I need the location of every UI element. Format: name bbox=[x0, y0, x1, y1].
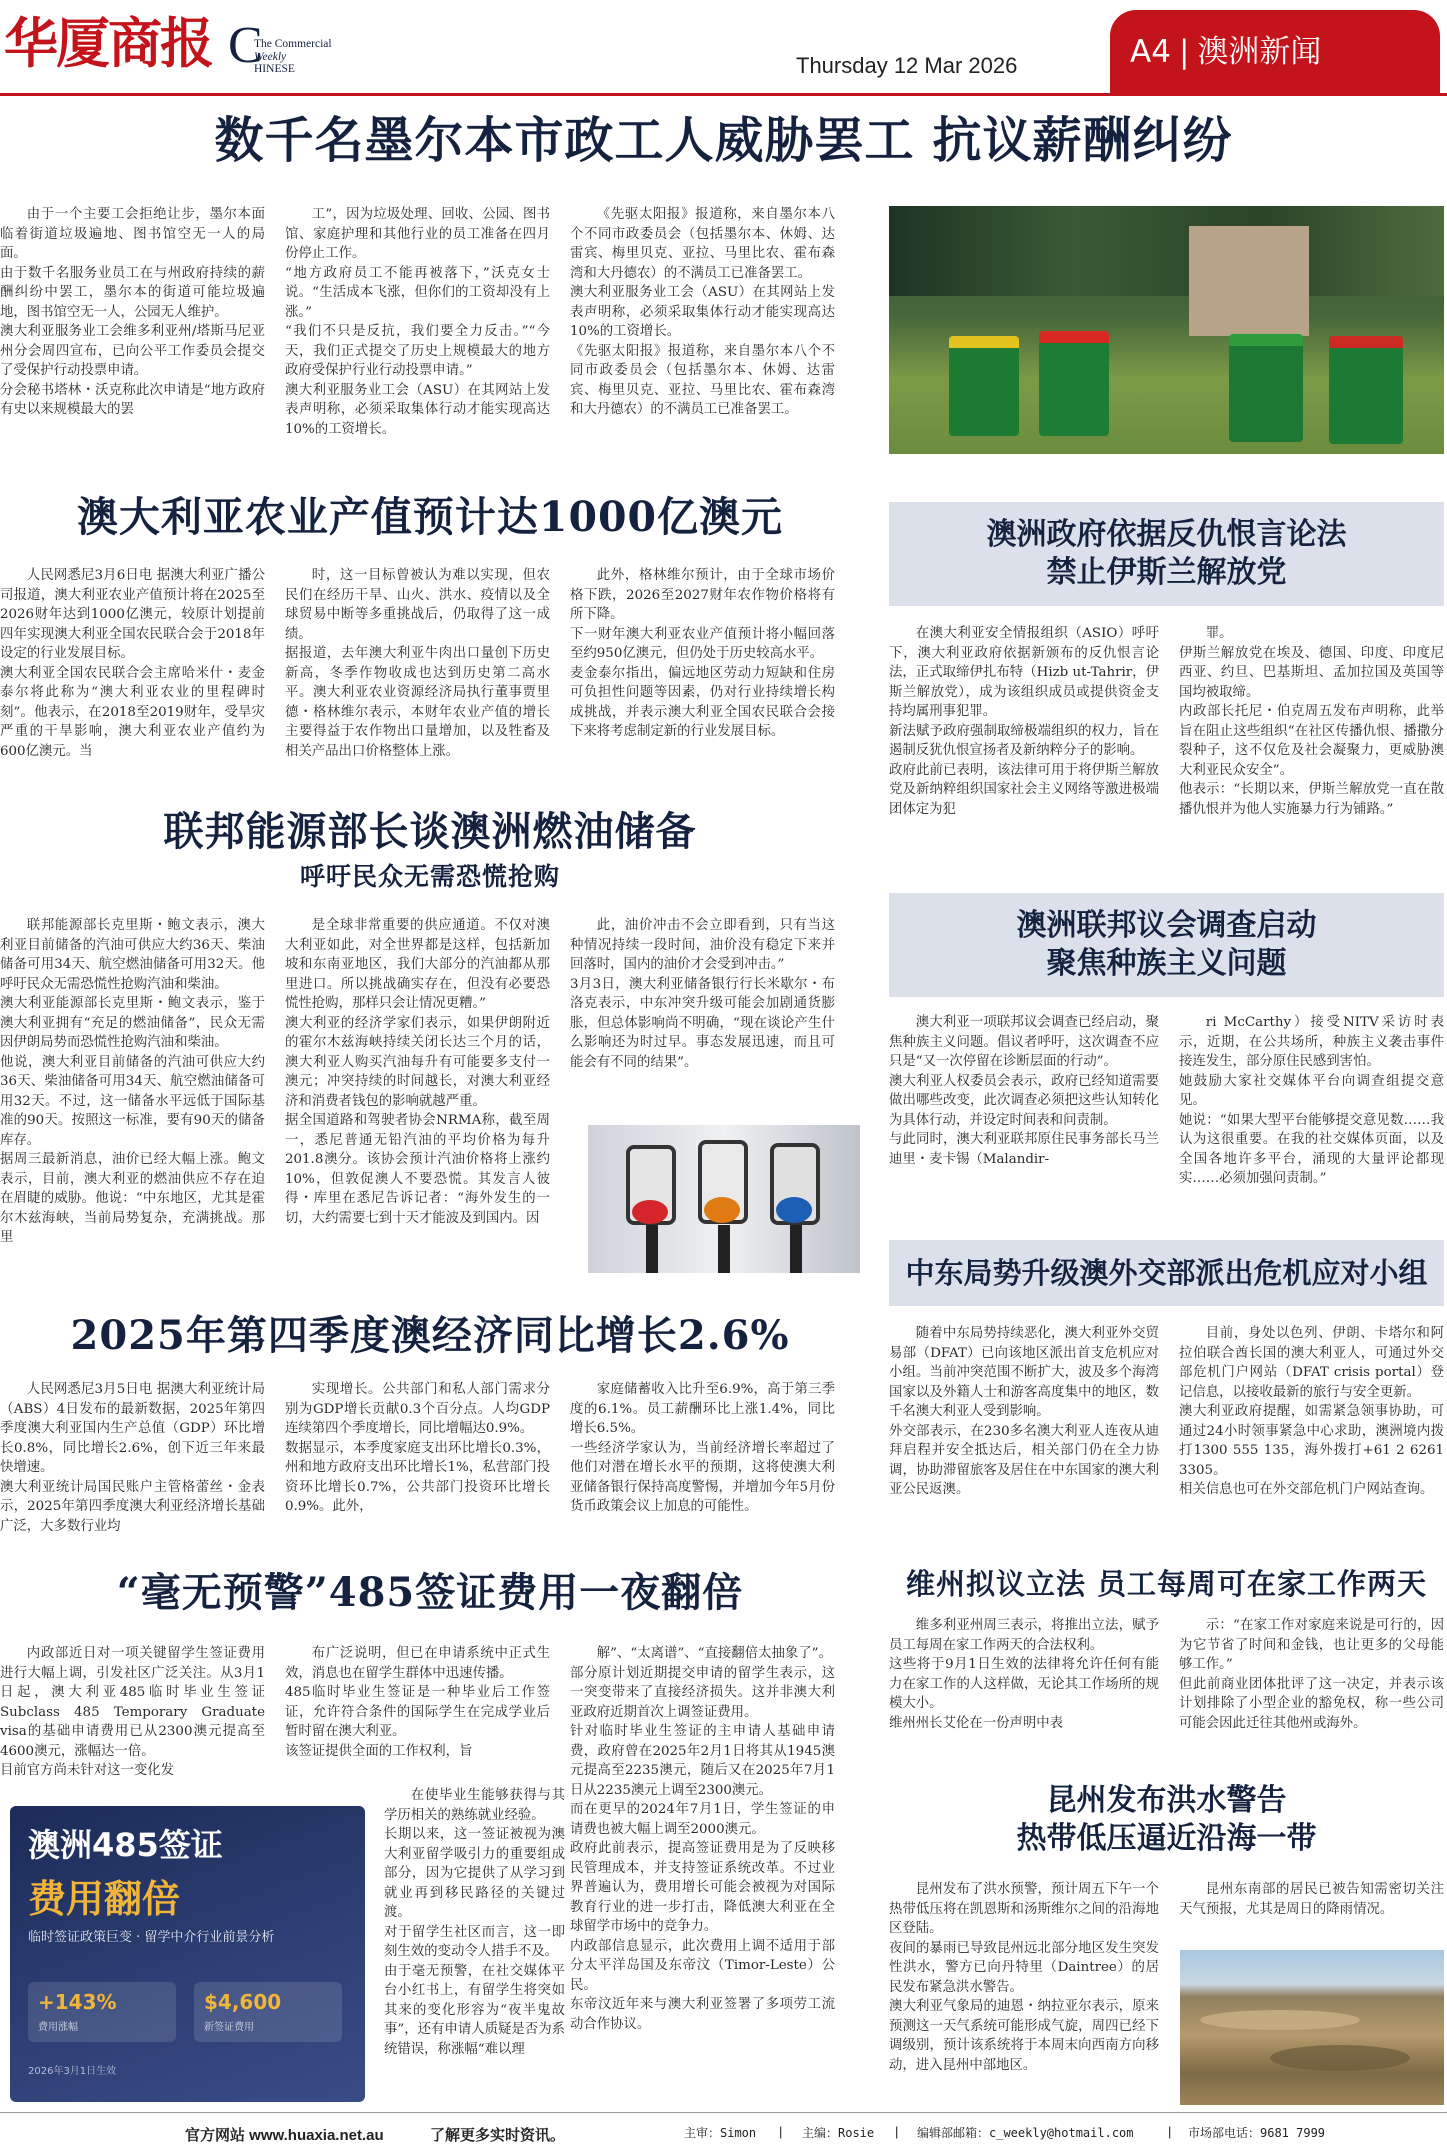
sidebar-headline-racism-inquiry: 澳洲联邦议会调查启动 聚焦种族主义问题 bbox=[889, 893, 1444, 997]
footer-editor: 主审：Simon bbox=[684, 2126, 757, 2140]
sidebar-body-middle-east-col2: 目前，身处以色列、伊朗、卡塔尔和阿拉伯联合酋长国的澳大利亚人，可通过外交部危机门户网站（DFAT crisis portal）登记信息，以接收最新的旅行与安全更新。 澳大利亚政府提醒，如需紧急领事协助，可通过24小时领事紧急中心求助，澳洲境内拨打1300 555 135，海外拨打+61 2 6261 3305。 相关信息也可在外交部危机门户网站查询。 bbox=[1179, 1326, 1444, 1497]
sidebar-body-hate-speech-col1: 在澳大利亚安全情报组织（ASIO）呼吁下，澳大利亚政府依据新颁布的反仇恨言论法，正式取缔伊扎布特（Hizb ut-Tahrir，伊斯兰解放党），成为该组织成员或提供资金支持均属刑事犯罪。 新法赋予政府强制取缔极端组织的权力，旨在遏制反犹仇恨宣扬者及新纳粹分子的影响。 政府此前已表明，该法律可用于将伊斯兰解放党及新纳粹组织国家社会主义网络等激进极端团体定为犯 bbox=[889, 626, 1159, 817]
article-headline-agriculture: 澳大利亚农业产值预计达1000亿澳元 bbox=[76, 493, 784, 541]
promo-stat-card-1 bbox=[28, 1982, 176, 2042]
logo-c: C bbox=[228, 17, 263, 74]
article-headline-fuel: 联邦能源部长谈澳洲燃油储备 bbox=[163, 808, 697, 855]
sidebar-headline-flood: 昆州发布洪水警告 热带低压逼近沿海一带 bbox=[1016, 1783, 1317, 1856]
article-body-fuel-col3: 此，油价冲击不会立即看到，只有当这种情况持续一段时间，油价没有稳定下来并回落时，国内的油价才会受到冲击。” 3月3日，澳大利亚储备银行行长米歇尔・布洛克表示，中东冲突升级可能会加剧通货膨胀，但总体影响尚不明确，“现在谈论产生什么影响还为时过早。事态发展迅速，而且可能会有不同的结果”。 bbox=[570, 918, 835, 1070]
sidebar-headline-wfh: 维州拟议立法 员工每周可在家工作两天 bbox=[905, 1567, 1428, 1601]
promo-stat-1: +143% bbox=[38, 1990, 117, 2014]
article-body-gdp-col2: 实现增长。公共部门和私人部门需求分别为GDP增长贡献0.3个百分点。人均GDP连续第四个季度增长，同比增幅达0.9%。 数据显示，本季度家庭支出环比增长0.3%，州和地方政府支出环比增长1%，私营部门投资环比增长0.7%，公共部门投资环比增长0.9%。此外， bbox=[285, 1382, 550, 1514]
masthead-rule bbox=[0, 93, 1447, 96]
promo-stat-2: $4,600 bbox=[204, 1990, 282, 2014]
article-body-agriculture-col1: 人民网悉尼3月6日电 据澳大利亚广播公司报道，澳大利亚农业产值预计将在2025至2026财年达到1000亿澳元，较原计划提前四年实现澳大利亚全国农民联合会于2018年设定的行业发展目标。 澳大利亚全国农民联合会主席哈米什・麦金泰尔将此称为“澳大利亚农业的里程碑时刻”。他表示，在2018至2019财年，受旱灾严重的干旱影响，澳大利亚农业产值约为600亿澳元。当 bbox=[0, 568, 265, 759]
promo-date: 2026年3月1日生效 bbox=[28, 2066, 117, 2077]
sidebar-body-flood-col1: 昆州发布了洪水预警，预计周五下午一个热带低压将在凯恩斯和汤斯维尔之间的沿海地区登陆。 夜间的暴雨已导致昆州远北部分地区发生突发性洪水，警方已向丹特里（Daintree）的居民发布紧急洪水警告。 澳大利亚气象局的迪恩・纳拉亚尔表示，原来预测这一天气系统可能形成气旋，周四已经下调级别，预计该系统将于本周末向西南方向移动，进入昆州中部地区。 bbox=[889, 1882, 1159, 2073]
promo-visa-graphic bbox=[10, 1806, 365, 2102]
article-headline-gdp: 2025年第四季度澳经济同比增长2.6% bbox=[70, 1312, 790, 1359]
logo-chinese: 华厦商报 bbox=[4, 11, 212, 75]
sidebar-body-wfh-col2: 示：“在家工作对家庭来说是可行的，因为它节省了时间和金钱，也让更多的父母能够工作。” 但此前商业团体批评了这一决定，并表示该计划排除了小型企业的豁免权，称一些公司可能会因此迁往其他州或海外。 bbox=[1179, 1618, 1444, 1731]
article-body-agriculture-col3: 此外，格林维尔预计，由于全球市场价格下跌，2026至2027财年农作物价格将有所下降。 下一财年澳大利亚农业产值预计将小幅回落至约950亿澳元，但仍处于历史较高水平。 麦金泰尔指出，偏远地区劳动力短缺和住房可负担性问题等因素，仍对行业持续增长构成挑战，并表示澳大利亚全国农民联合会接下来将考虑制定新的行业发展目标。 bbox=[570, 568, 835, 739]
sidebar-body-wfh-col1: 维多利亚州周三表示，将推出立法，赋予员工每周在家工作两天的合法权利。 这些将于9月1日生效的法律将允许任何有能力在家工作的人这样做，无论其工作场所的规模大小。 维州州长艾伦在一份声明中表 bbox=[889, 1618, 1159, 1731]
promo-title-2: 费用翻倍 bbox=[28, 1877, 181, 1921]
article-body-visa-col3: 解”、“太离谱”、“直接翻倍太抽象了”。 部分原计划近期提交申请的留学生表示，这一突变带来了直接经济损失。这并非澳大利亚政府近期首次上调签证费用。 针对临时毕业生签证的主申请人基础申请费，政府曾在2025年2月1日将其从1945澳元提高至2235澳元，随后又在2025年7月1日从2235澳元上调至2300澳元。 而在更早的2024年7月1日，学生签证的申请费也被大幅上调至2000澳元。 政府此前表示，提高签证费用是为了反映移民管理成本，并支持签证系统改革。不过业界普遍认为，费用增长可能会被视为对国际教育行业的进一步打击，降低澳大利亚在全球留学市场中的竞争力。 内政部信息显示，此次费用上调不适用于部分太平洋岛国及东帝汶（Timor-Leste）公民。 东帝汶近年来与澳大利亚签署了多项劳工流动合作协议。 bbox=[570, 1646, 835, 2032]
promo-subtitle: 临时签证政策巨变 · 留学中介行业前景分析 bbox=[28, 1930, 275, 1945]
section-name: 澳洲新闻 bbox=[1197, 34, 1322, 70]
footer-sep-1: | bbox=[779, 2124, 783, 2139]
photo-fuel-pumps bbox=[588, 1125, 860, 1273]
article-body-fuel-col2: 是全球非常重要的供应通道。不仅对澳大利亚如此，对全世界都是这样，包括新加坡和东南亚地区，我们大部分的汽油都从那里进口。所以挑战确实存在，但没有必要恐慌性抢购，那样只会让情况更糟。” 澳大利亚的经济学家们表示，如果伊朗附近的霍尔木兹海峡持续关闭长达三个月的话，澳大利亚人购买汽油每升有可能要多支付一澳元；冲突持续的时间越长，对澳大利亚经济和消费者钱包的影响就越严重。 据全国道路和驾驶者协会NRMA称，截至周一，悉尼普通无铅汽油的平均价格为每升201.8澳分。该协会预计汽油价格将上涨约10%，但敦促澳人不要恐慌。其发言人彼得・库里在悉尼告诉记者：“海外发生的一切，大约需要七到十天才能波及到国内。因 bbox=[285, 918, 550, 1226]
article-body-strike-col3: 《先驱太阳报》报道称，来自墨尔本八个不同市政委员会（包括墨尔本、休姆、达雷宾、梅里贝克、亚拉、马里比农、霍布森湾和大丹德农）的不满员工已准备罢工。 澳大利亚服务业工会（ASU）在其网站上发表声明称，必须采取集体行动才能实现高达10%的工资增长。 《先驱太阳报》报道称，来自墨尔本八个不同市政委员会（包括墨尔本、休姆、达雷宾、梅里贝克、亚拉、马里比农、霍布森湾和大丹德农）的不满员工已准备罢工。 bbox=[570, 207, 835, 417]
photo-rubbish-bins bbox=[889, 206, 1444, 454]
article-body-strike-col2: 工”，因为垃圾处理、回收、公园、图书馆、家庭护理和其他行业的员工准备在四月份停止工作。 “地方政府员工不能再被落下，”沃克女士说。“生活成本飞涨，但你们的工资却没有上涨。” “我们不只是反抗，我们要全力反击。”“今天，我们正式提交了历史上规模最大的地方政府受保护行业行动投票申请。” 澳大利亚服务业工会（ASU）在其网站上发表声明称，必须采取集体行动才能实现高达10%的工资增长。 bbox=[285, 207, 550, 437]
footer-more: 了解更多实时资讯。 bbox=[430, 2127, 566, 2144]
sidebar-body-racism-col1: 澳大利亚一项联邦议会调查已经启动，聚焦种族主义问题。倡议者呼吁，这次调查不应只是“又一次停留在诊断层面的行动”。 澳大利亚人权委员会表示，政府已经知道需要做出哪些改变，此次调查必须把这些认知转化为具体行动，并设定时间表和问责制。 与此同时，澳大利亚联邦原住民事务部长马兰迪里・麦卡锡（Malandir- bbox=[889, 1015, 1159, 1167]
article-body-strike-col1: 由于一个主要工会拒绝让步，墨尔本面临着街道垃圾遍地、图书馆空无一人的局面。 由于数千名服务业员工在与州政府持续的薪酬纠纷中罢工，墨尔本的街道可能垃圾遍地，图书馆空无一人，公园无人维护。 澳大利亚服务业工会维多利亚州/塔斯马尼亚州分会周四宣布，已向公平工作委员会提交了受保护行动投票申请。 分会秘书塔林・沃克称此次申请是“地方政府有史以来规模最大的罢 bbox=[0, 207, 265, 417]
article-body-fuel-col1: 联邦能源部长克里斯・鲍文表示，澳大利亚目前储备的汽油可供应大约36天、柴油储备可用34天、航空燃油储备可用32天。他呼吁民众无需恐慌性抢购汽油和柴油。 澳大利亚能源部长克里斯・鲍文表示，鉴于澳大利亚拥有“充足的燃油储备”，民众无需因伊朗局势而恐慌性抢购汽油和柴油。 他说，澳大利亚目前储备的汽油可供应大约36天、柴油储备可用34天、航空燃油储备可用32天。不过，这一储备水平远低于国际基准的90天。按照这一标准，要有90天的储备库存。 据周三最新消息，油价已经大幅上涨。鲍文表示，目前，澳大利亚的燃油供应不存在迫在眉睫的威胁。他说：“中东地区，尤其是霍尔木兹海峡，当前局势复杂，充满挑战。那里 bbox=[0, 918, 265, 1245]
footer-website[interactable]: 官方网站 www.huaxia.net.au bbox=[185, 2127, 384, 2144]
promo-stat-1-label: 费用涨幅 bbox=[38, 2022, 78, 2033]
article-body-agriculture-col2: 时，这一目标曾被认为难以实现，但农民们在经历干旱、山火、洪水、疫情以及全球贸易中断等多重挑战后，仍取得了这一成绩。 据报道，去年澳大利亚牛肉出口量创下历史新高，冬季作物收成也达到历史第二高水平。澳大利亚农业资源经济局执行董事贾里德・格林维尔表示，本财年农业产值的增长主要得益于农作物出口量增加，以及牲畜及相关产品出口价格整体上涨。 bbox=[285, 568, 550, 759]
article-subheadline-fuel: 呼吁民众无需恐慌抢购 bbox=[299, 862, 560, 891]
footer-sep-2: | bbox=[895, 2124, 899, 2139]
footer-chief: 主编：Rosie bbox=[802, 2126, 875, 2140]
footer-email[interactable]: 编辑部邮箱：c_weekly@hotmail.com bbox=[917, 2126, 1134, 2140]
sidebar-headline-hate-speech: 澳洲政府依据反仇恨言论法 禁止伊斯兰解放党 bbox=[889, 502, 1444, 606]
footer-sep-3: | bbox=[1168, 2124, 1172, 2139]
sidebar-body-hate-speech-col2: 罪。 伊斯兰解放党在埃及、德国、印度、印度尼西亚、约旦、巴基斯坦、孟加拉国及英国等国均被取缔。 内政部长托尼・伯克周五发布声明称，此举旨在阻止这些组织“在社区传播仇恨、播撒分裂种子，这不仅危及社会凝聚力，更威胁澳大利亚民众安全”。 他表示：“长期以来，伊斯兰解放党一直在散播仇恨并为他人实施暴力行为铺路。” bbox=[1179, 626, 1444, 817]
issue-date: Thursday 12 Mar 2026 bbox=[796, 53, 1018, 78]
page-number: A4 bbox=[1130, 34, 1171, 70]
article-body-visa-col2: 布广泛说明，但已在申请系统中正式生效，消息也在留学生群体中迅速传播。 485临时毕业生签证是一种毕业后工作签证，允许符合条件的国际学生在完成学业后暂时留在澳大利亚。 该签证提供全面的工作权利，旨 bbox=[285, 1646, 550, 1759]
article-body-visa-col2b: 在使毕业生能够获得与其学历相关的熟练就业经验。 长期以来，这一签证被视为澳大利亚留学吸引力的重要组成部分，因为它提供了从学习到就业再到移民路径的关键过渡。 对于留学生社区而言，这一即刻生效的变动令人措手不及。 由于毫无预警，在社交媒体平台小红书上，有留学生将突如其来的变化形容为“夜半鬼故事”，还有申请人质疑是否为系统错误，称涨幅“难以理 bbox=[384, 1788, 565, 2057]
article-body-gdp-col1: 人民网悉尼3月5日电 据澳大利亚统计局（ABS）4日发布的最新数据，2025年第四季度澳大利亚国内生产总值（GDP）环比增长0.8%，同比增长2.6%，创下近三年来最快增速。 澳大利亚统计局国民账户主管格蕾丝・金表示，2025年第四季度澳大利亚经济增长基础广泛，大多数行业均 bbox=[0, 1382, 265, 1534]
footer-rule bbox=[0, 2112, 1447, 2113]
promo-title-1: 澳洲485签证 bbox=[28, 1826, 223, 1864]
photo-flood-aerial bbox=[1180, 1950, 1444, 2105]
promo-stat-2-label: 新签证费用 bbox=[204, 2022, 254, 2033]
section-tab: A4 | 澳洲新闻 bbox=[1110, 10, 1440, 95]
logo-english: The Commercial Weekly HINESE bbox=[254, 38, 332, 75]
sidebar-body-flood-col2: 昆州东南部的居民已被告知需密切关注天气预报，尤其是周日的降雨情况。 bbox=[1179, 1882, 1444, 1917]
sidebar-headline-middle-east: 中东局势升级澳外交部派出危机应对小组 bbox=[889, 1240, 1444, 1306]
article-headline-visa: “毫无预警”485签证费用一夜翻倍 bbox=[116, 1569, 744, 1616]
masthead bbox=[0, 0, 1447, 95]
sidebar-body-racism-col2: ri McCarthy）接受NITV采访时表示，近期，在公共场所，种族主义袭击事件接连发生，部分原住民感到害怕。 她鼓励大家社交媒体平台向调查组提交意见。 她说：“如果大型平台能够提交意见数……我认为这很重要。在我的社交媒体页面，以及全国各地许多平台，涌现的大量评论都现实……必须加强问责制。” bbox=[1179, 1015, 1444, 1186]
promo-stat-card-2 bbox=[194, 1982, 342, 2042]
sidebar-body-middle-east-col1: 随着中东局势持续恶化，澳大利亚外交贸易部（DFAT）已向该地区派出首支危机应对小组。当前冲突范围不断扩大，波及多个海湾国家以及外籍人士和游客高度集中的地区，数千名澳大利亚人受到影响。 外交部表示，在230多名澳大利亚人连夜从迪拜启程并安全抵达后，相关部门仍在全力协调，协助滞留旅客及居住在中东国家的澳大利亚公民返澳。 bbox=[889, 1326, 1159, 1497]
article-body-visa-col1: 内政部近日对一项关键留学生签证费用进行大幅上调，引发社区广泛关注。从3月1日起，澳大利亚485临时毕业生签证Subclass 485 Temporary Graduate visa的基础申请费用已从2300澳元提高至4600澳元，涨幅达一倍。 目前官方尚未针对这一变化发 bbox=[0, 1646, 265, 1778]
article-headline-strike: 数千名墨尔本市政工人威胁罢工 抗议薪酬纠纷 bbox=[214, 111, 1233, 169]
footer-phone: 市场部电话：9681 7999 bbox=[1188, 2126, 1326, 2140]
article-body-gdp-col3: 家庭储蓄收入比升至6.9%，高于第三季度的6.1%。员工薪酬环比上涨1.4%，同比增长6.5%。 一些经济学家认为，当前经济增长率超过了他们对潜在增长水平的预期，这将使澳大利亚储备银行保持高度警惕，并增加今年5月份货币政策会议上加息的可能性。 bbox=[570, 1382, 835, 1514]
